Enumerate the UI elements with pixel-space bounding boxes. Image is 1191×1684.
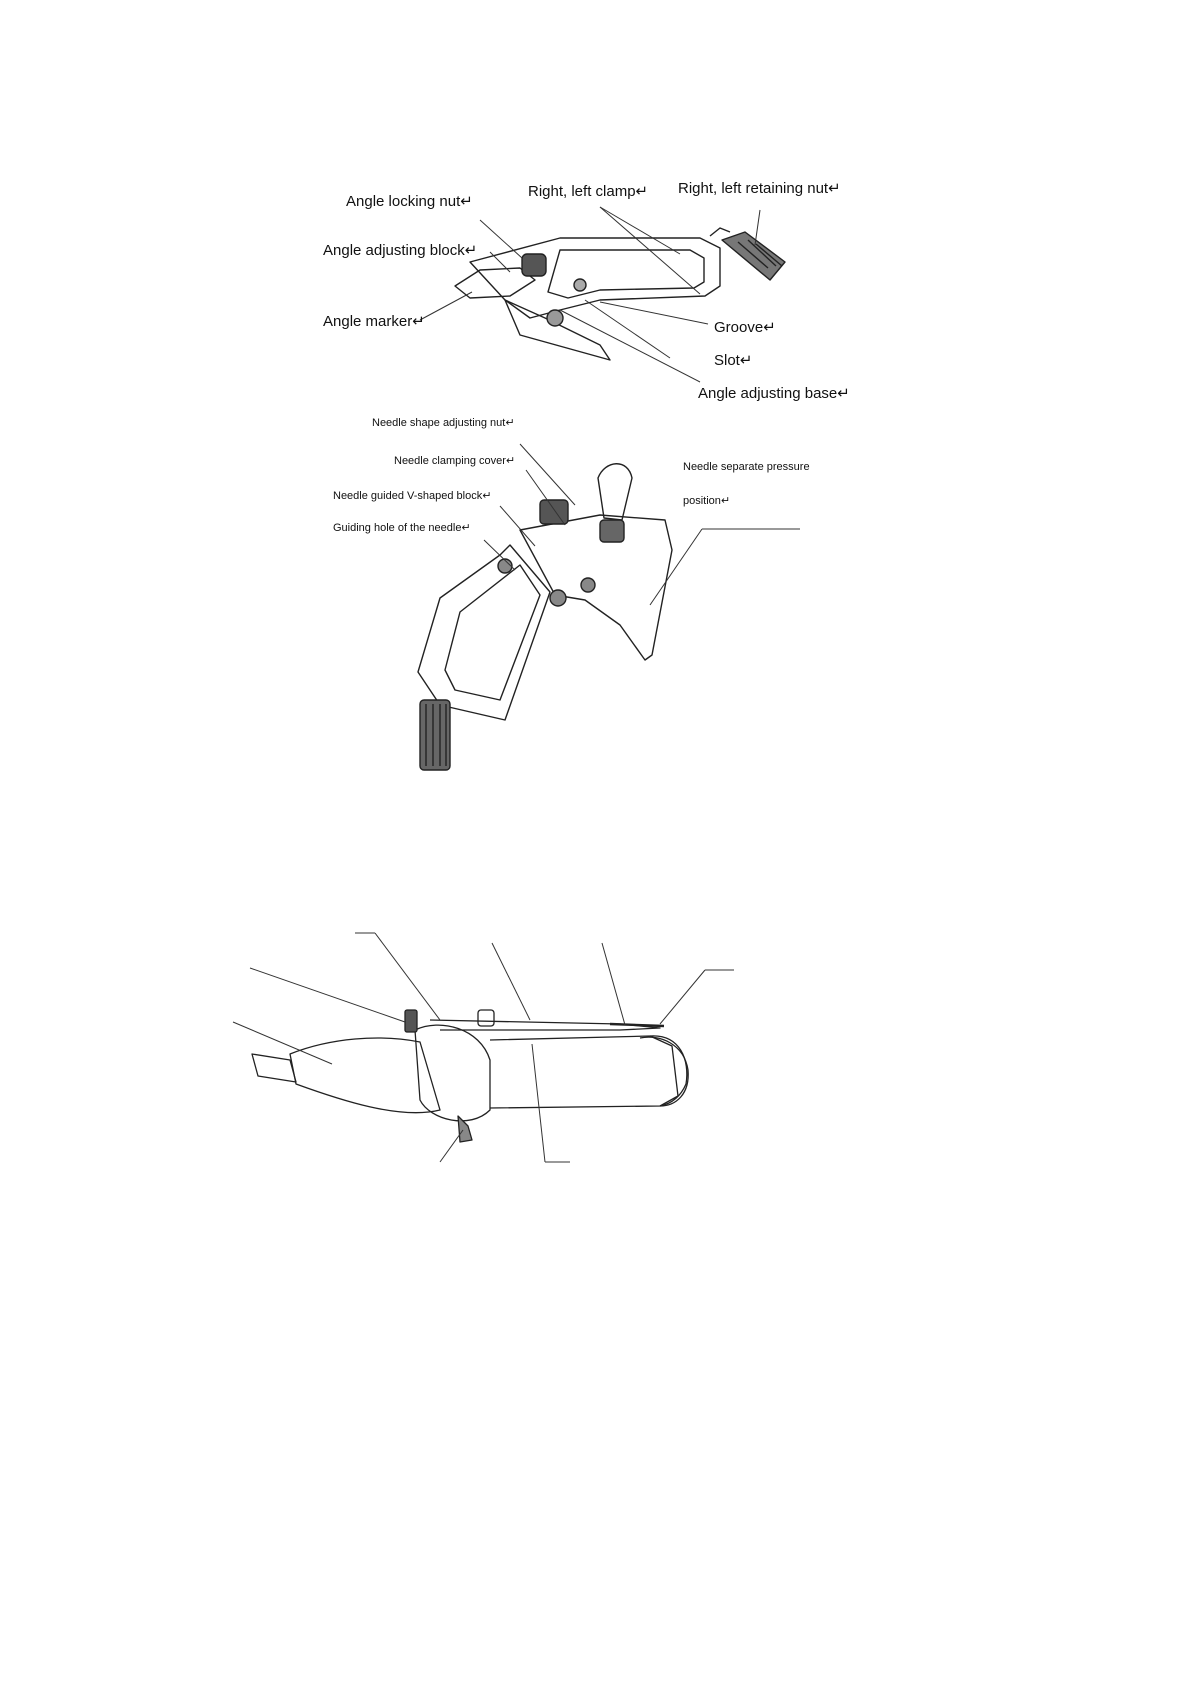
figure-1-bracket-diagram [0, 0, 1191, 400]
label-right-left-retaining-nut: Right, left retaining nut↵ [678, 180, 841, 197]
label-right-left-clamp: Right, left clamp↵ [528, 183, 649, 200]
label-needle-separate-pressure-position: position↵ [683, 495, 731, 507]
label-angle-adjusting-block: Angle adjusting block↵ [323, 242, 478, 259]
retaining-nut-shape [722, 232, 785, 280]
probe-cone [290, 1038, 440, 1113]
label-guiding-hole: Guiding hole of the needle↵ [333, 522, 471, 534]
angle-locking-nut-shape [522, 254, 546, 276]
label-angle-locking-nut: Angle locking nut↵ [346, 193, 473, 210]
label-groove: Groove↵ [714, 319, 776, 336]
label-needle-clamping-cover: Needle clamping cover↵ [394, 455, 516, 467]
bracket-body [520, 515, 672, 660]
bracket-long-arm [418, 545, 550, 720]
label-needle-guided-v-block: Needle guided V-shaped block↵ [333, 490, 492, 502]
probe-barrel [490, 1036, 678, 1108]
bracket-arm [505, 300, 610, 360]
label-needle-separate-pressure: Needle separate pressure [683, 461, 810, 473]
label-angle-marker: Angle marker↵ [323, 313, 425, 330]
retaining-nut-shape-2 [420, 700, 450, 770]
figure-2-bracket-diagram [0, 400, 1191, 780]
label-slot: Slot↵ [714, 352, 753, 369]
bracket-loop [598, 464, 632, 520]
label-angle-adjusting-base: Angle adjusting base↵ [698, 385, 850, 402]
figure-3-probe-with-bracket-diagram [0, 920, 1191, 1180]
probe-cable-tip [252, 1054, 296, 1082]
label-needle-shape-adjusting-nut: Needle shape adjusting nut↵ [372, 417, 515, 429]
